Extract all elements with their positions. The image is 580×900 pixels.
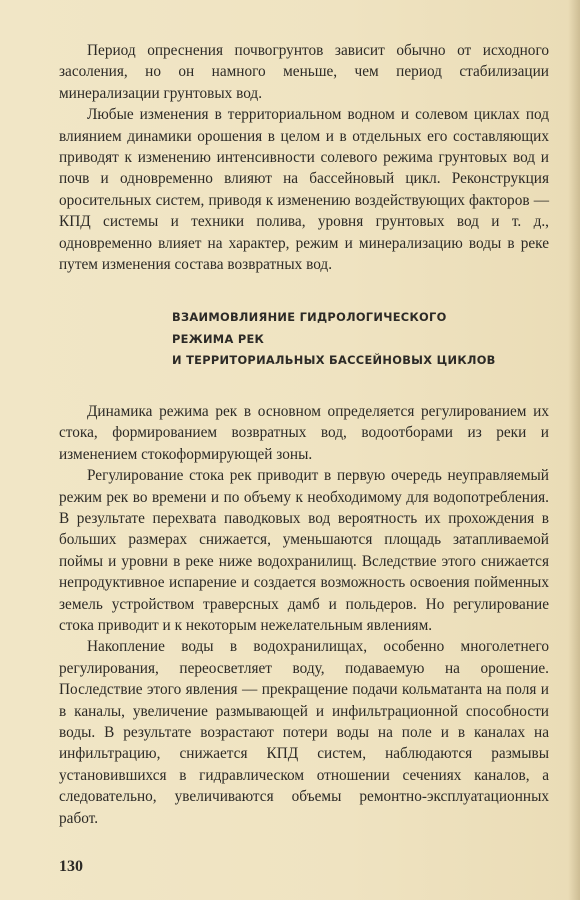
paragraph-reservoir-accumulation: Накопление воды в водохранилищах, особенно многолетнего регулирования, переосветляет воду, подаваемую на орошение. Последствие этого явления — прекращение подачи кольматанта на поля и в каналы, увеличение размывающей и инфильтрационной способности воды. В результате возрастают потери воды на поле и в каналах на инфильтрацию, снижается КПД систем, наблюдаются размывы установившихся в гидравлическом отношении сечениях каналов, а следовательно, увеличиваются объемы ремонтно-эксплуатационных работ. [59,638,549,827]
paragraph-river-regime: Динамика режима рек в основном определяется регулированием их стока, формированием возвратных вод, водоотборами из реки и изменением стокоформирующей зоны. [59,402,549,463]
page-edge-shadow [568,0,580,900]
section-heading-line-3: И ТЕРРИТОРИАЛЬНЫХ БАССЕЙНОВЫХ ЦИКЛОВ [172,353,496,368]
section-heading-line-2: РЕЖИМА РЕК [172,331,265,346]
page-number: 130 [59,858,83,875]
section-heading-line-1: ВЗАИМОВЛИЯНИЕ ГИДРОЛОГИЧЕСКОГО [172,310,447,325]
section-heading [59,307,549,372]
paragraph-desalination-period: Период опреснения почвогрунтов зависит обычно от исходного засоления, но он намного меньше, чем период стабилизации минерализации грунтовых вод. [59,42,549,102]
page-body [59,40,549,829]
paragraph-flow-regulation: Регулирование стока рек приводит в первую очередь неуправляемый режим рек во времени и по объему к необходимому для водопотребления. В результате перехвата паводковых вод вероятность их прохождения в больших размерах снижается, уменьшаются площадь затапливаемой поймы и уровни в реке ниже водохранилищ. Вследствие этого снижается непродуктивное испарение и создается возможность освоения пойменных земель устройством траверсных дамб и польдеров. Но регулирование стока приводит и к некоторым нежелательным явлениям. [59,467,549,635]
paragraph-territorial-cycles: Любые изменения в территориальном водном и солевом циклах под влиянием динамики орошения в целом и в отдельных его составляющих приводят к изменению интенсивности солевого режима грунтовых вод и почв и одновременно влияют на бассейновый цикл. Реконструкция оросительных систем, приводя к изменению воздействующих факторов — КПД системы и техники полива, уровня грунтовых вод и т. д., одновременно влияет на характер, режим и минерализацию воды в реке путем изменения состава возвратных вод. [59,106,549,274]
